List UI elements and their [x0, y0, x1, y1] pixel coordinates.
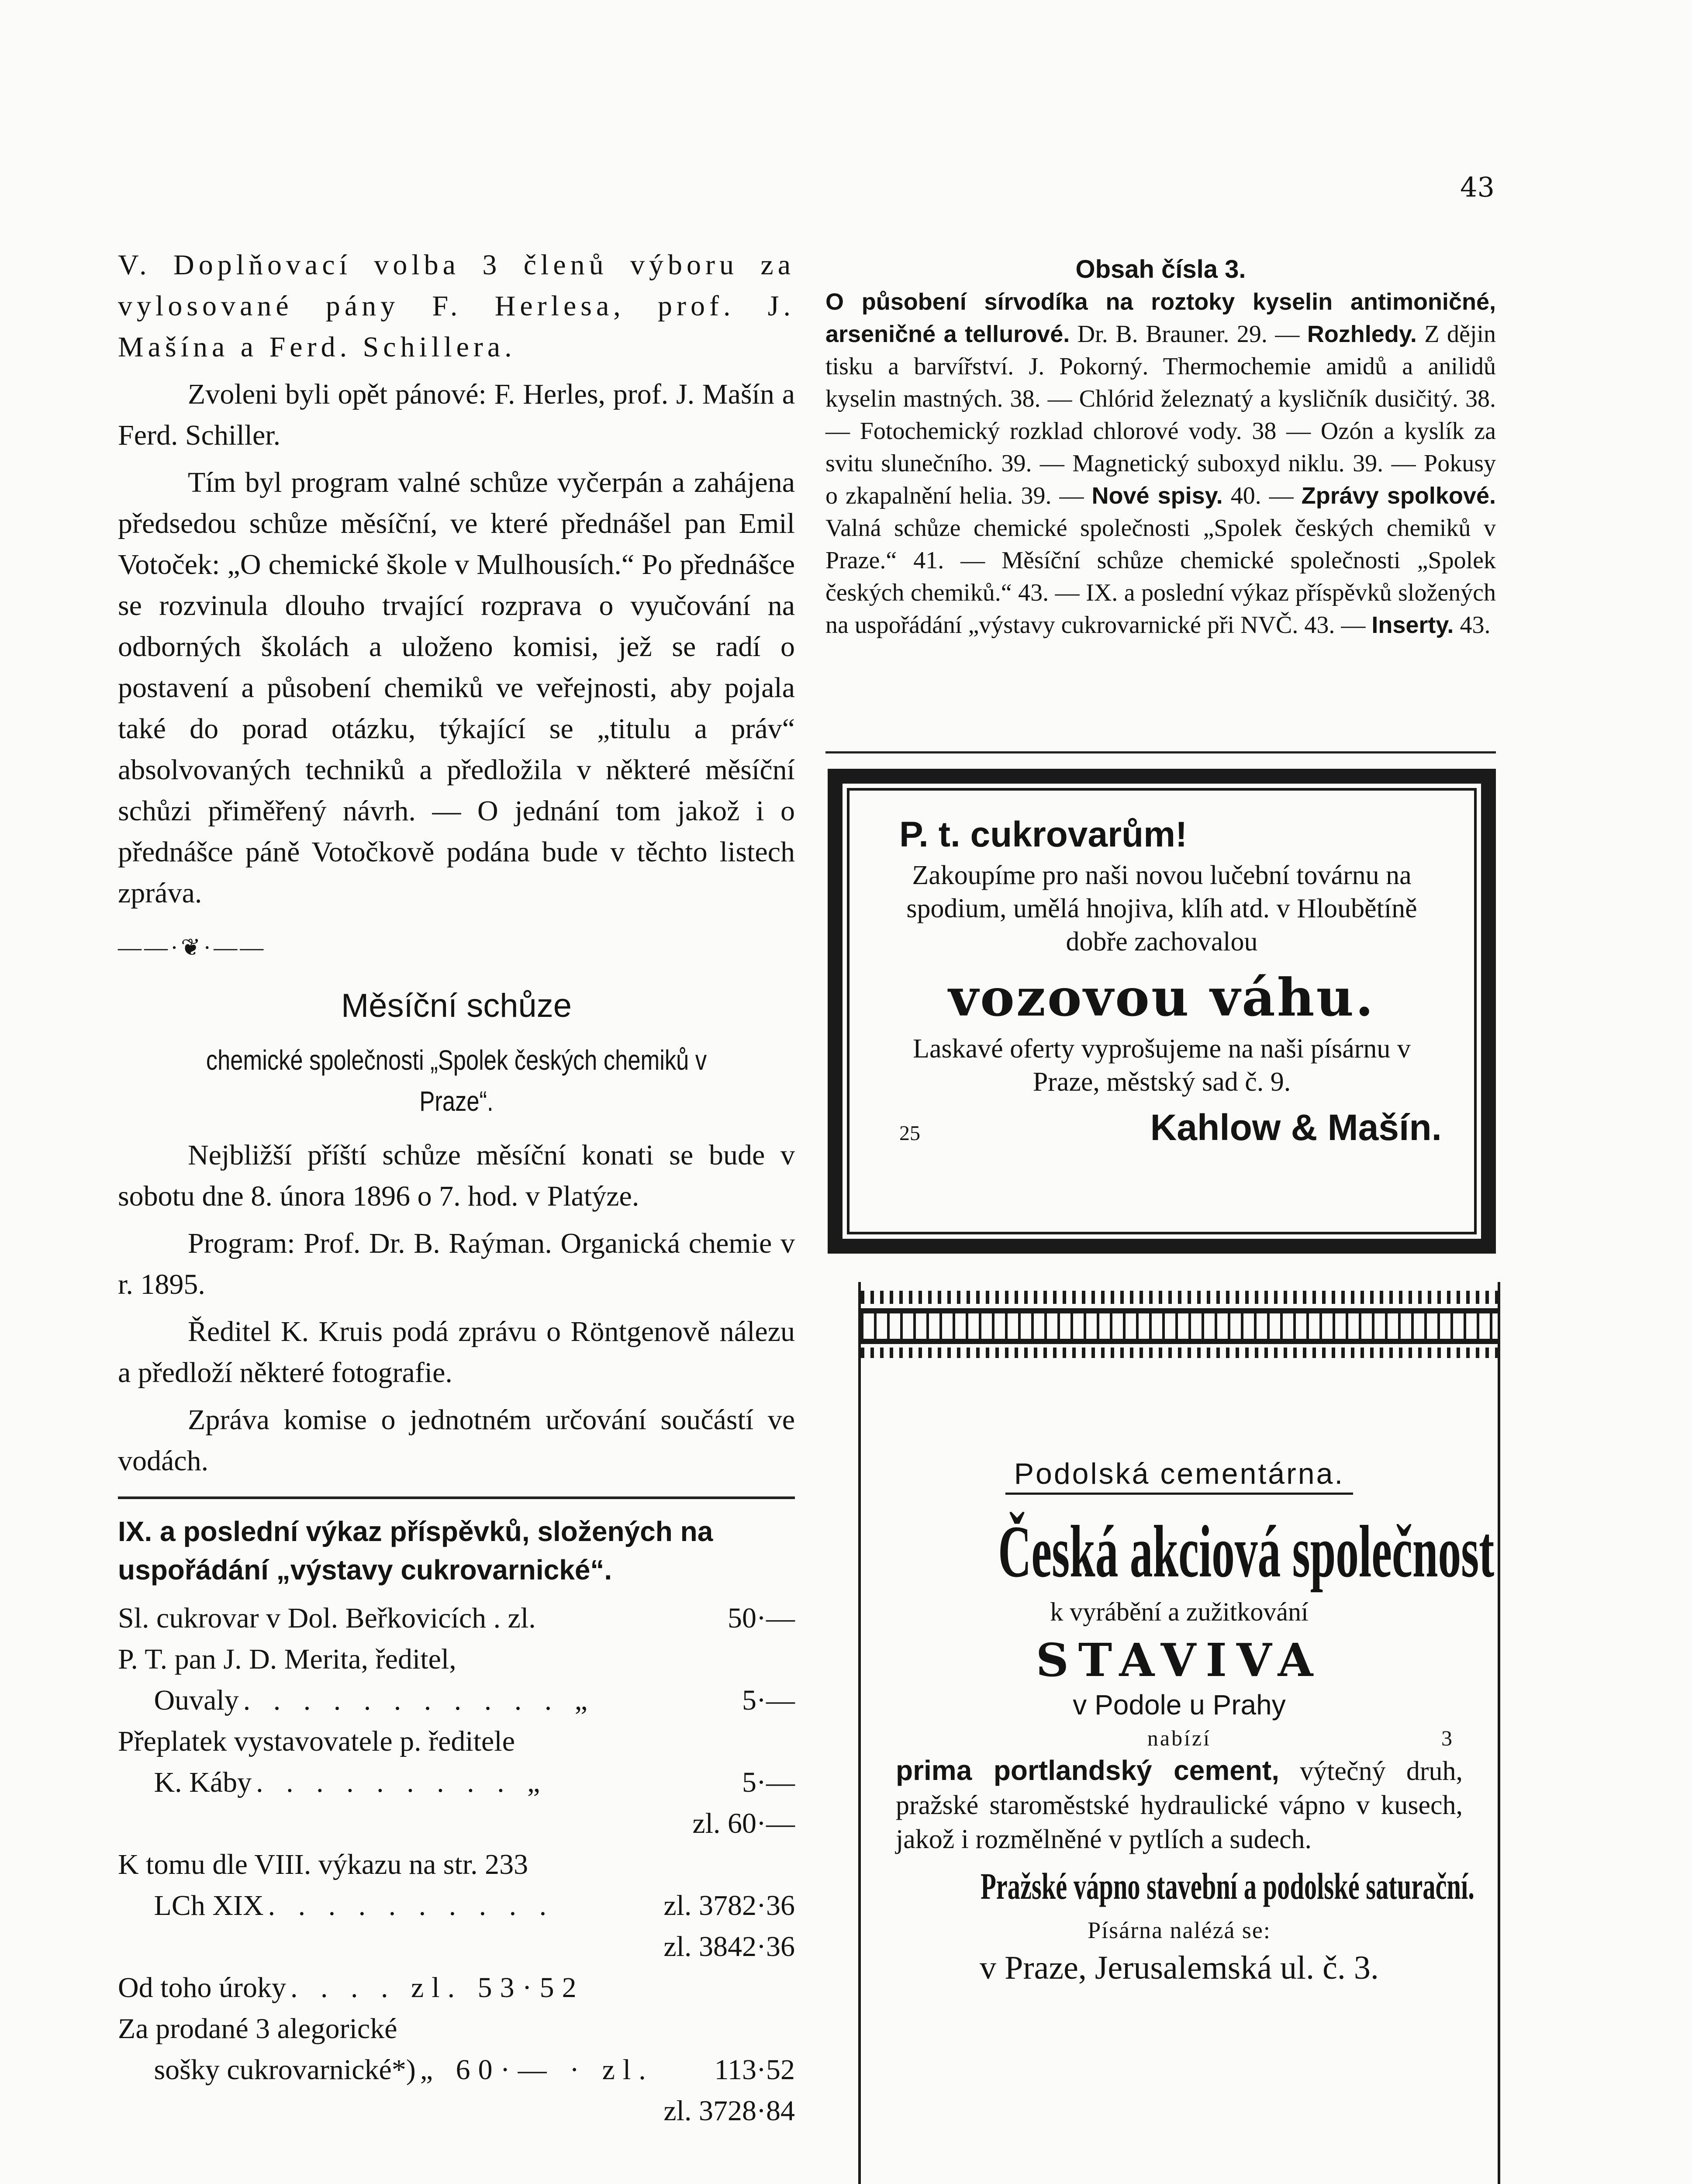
- ad1-signature: Kahlow & Mašín.: [1150, 1107, 1442, 1148]
- contents-box: [825, 253, 1496, 641]
- ad2-body-bold: prima portlandský cement,: [896, 1755, 1280, 1786]
- ad2-product: Pražské vápno stavební a podolské saturační.: [981, 1865, 1474, 1907]
- contribution-row: [118, 1926, 795, 1967]
- ad2-company-name: Česká akciová společnost: [998, 1510, 1495, 1593]
- section-rule: [118, 1496, 795, 1499]
- contribution-row: [118, 1639, 795, 1680]
- contribution-amount: [791, 1721, 795, 1762]
- ad2-top-border-2: [861, 1348, 1498, 1396]
- contents-spisy-page: 40. —: [1222, 482, 1302, 509]
- contribution-leader: . . . . . . . . . .: [268, 1890, 555, 1921]
- contribution-text: sošky cukrovarnické*): [118, 2054, 416, 2086]
- contribution-text: P. T. pan J. D. Merita, ředitel,: [118, 1643, 456, 1675]
- contribution-text: K. Káby: [118, 1766, 252, 1798]
- contribution-leader: [536, 1598, 723, 1639]
- contribution-row: [118, 1598, 795, 1639]
- contribution-leader: [397, 2008, 791, 2049]
- ad2-brand: STAVIVA: [1036, 1633, 1323, 1687]
- contribution-row: [118, 2049, 795, 2091]
- contents-author: Dr. B. Brauner. 29. —: [1070, 321, 1307, 348]
- contents-inserty-page: 43.: [1454, 612, 1491, 639]
- ad2-top-border: [861, 1291, 1498, 1339]
- ad2-body-rest: výtečný druh, pražské staroměstské hydraulické vápno v kusech, jakož i rozmělněné v pytlích a sudech.: [896, 1756, 1463, 1854]
- contents-rozhledy-items: Z dějin tisku a barvířství. J. Pokorný. Thermochemie amidů a anilidů kyselin mastných. 38. — Chlórid železnatý a kysličník dusičitý. 38. — Fotochemický rozklad chlorové vody. 38 — Ozón a kyslík za svitu slunečního. 39. — Magnetický suboxyd niklu. 39. — Pokusy o zkapalnění helia. 39. —: [825, 321, 1496, 509]
- ornament-divider: ——·❦·——: [118, 934, 266, 961]
- contribution-amount: zl. 3728·84: [663, 2095, 795, 2127]
- ad1-title: P. t. cukrovarům!: [899, 815, 1188, 854]
- contents-section-zpravy: Zprávy spolkové.: [1301, 483, 1496, 509]
- contribution-row: [118, 1844, 795, 1885]
- contribution-row: [118, 1967, 795, 2008]
- contribution-amount: [791, 1639, 795, 1680]
- contribution-text: Od toho úroky: [118, 1972, 286, 2004]
- contribution-text: Za prodané 3 alegorické: [118, 2013, 397, 2045]
- kruis-paragraph: Ředitel K. Kruis podá zprávu o Röntgenově nálezu a předloží některé fotografie.: [118, 1316, 795, 1389]
- contribution-leader: [118, 1926, 659, 1967]
- contribution-text: Sl. cukrovar v Dol. Beřkovicích . zl.: [118, 1602, 536, 1634]
- hatch-ornament-icon: [861, 1348, 1498, 1358]
- contribution-row: [118, 1762, 795, 1803]
- contribution-leader: . . . . . . . . . „: [256, 1766, 548, 1798]
- contribution-leader: [456, 1639, 791, 1680]
- contribution-amount: 50·—: [728, 1602, 795, 1634]
- contribution-amount: 5·—: [742, 1684, 795, 1716]
- contribution-leader: „ 60·— · zl.: [420, 2054, 654, 2086]
- contents-zpravy-items: Valná schůze chemické společnosti „Spolek českých chemiků v Praze.“ 41. — Měsíční schůze chemické společnosti „Spolek českých chemiků.“ 43. — IX. a poslední výkaz příspěvků složených na uspořádání „výstavy cukrovarnické při NVČ. 43. —: [825, 515, 1496, 639]
- left-column: [118, 245, 795, 2132]
- meeting-subtitle: chemické společnosti „Spolek českých chemiků v Praze“.: [206, 1044, 707, 1117]
- contribution-row: [118, 1721, 795, 1762]
- meeting-title: Měsíční schůze: [341, 987, 572, 1024]
- ad2-header: Podolská cementárna.: [1005, 1457, 1354, 1495]
- elected-paragraph: Zvoleni byli opět pánové: F. Herles, prof. J. Mašín a Ferd. Schiller.: [118, 378, 795, 451]
- contribution-leader: [515, 1721, 791, 1762]
- contents-section-rozhledy: Rozhledy.: [1307, 321, 1417, 347]
- contribution-text: K tomu dle VIII. výkazu na str. 233: [118, 1849, 528, 1880]
- ad2-offers: nabízí: [1147, 1726, 1212, 1750]
- report-paragraph: Zpráva komise o jednotném určování součástí ve vodách.: [118, 1404, 795, 1477]
- ad2-office-label: Písárna nalézá se:: [1088, 1917, 1271, 1943]
- ad2-offers-number: 3: [1441, 1726, 1454, 1750]
- election-paragraph: V. Doplňovací volba 3 členů výboru za vylosované pány F. Herlesa, prof. J. Mašína a Ferd. Schillera.: [118, 249, 795, 363]
- greek-key-ornament-icon: [861, 1308, 1498, 1344]
- program-paragraph: Tím byl program valné schůze vyčerpán a zahájena předsedou schůze měsíční, ve které přednášel pan Emil Votoček: „O chemické škole v Mulhousích.“ Po přednášce se rozvinula dlouho trvající rozprava o vyučování na odborných školách a uloženo komisi, jež se radí o postavení a působení chemiků ve veřejnosti, aby pojala také do porad otázku, týkající se „titulu a práv“ absolvovaných techniků a předložila v některé měsíční schůzi přiměřený návrh. — O jednání tom jakož i o přednášce páně Votočkově podána bude v těchto listech zpráva.: [118, 467, 795, 909]
- ad1-signature-row: [882, 1106, 1442, 1149]
- contents-text: [825, 286, 1496, 641]
- contributions-table: [118, 1598, 795, 2132]
- next-meeting-paragraph: Nejbližší příští schůze měsíční konati se bude v sobotu dne 8. února 1896 o 7. hod. v Platýze.: [118, 1139, 795, 1212]
- contents-title: Obsah čísla 3.: [1075, 255, 1246, 283]
- contribution-row: [118, 1680, 795, 1721]
- contributions-heading: IX. a poslední výkaz příspěvků, složených na uspořádání „výstavy cukrovarnické“.: [118, 1516, 713, 1586]
- ad2-body: [887, 1753, 1471, 1856]
- contribution-amount: 5·—: [742, 1766, 795, 1798]
- contribution-amount: [791, 2008, 795, 2049]
- contents-section-spisy: Nové spisy.: [1091, 483, 1223, 509]
- contribution-leader: [528, 1844, 791, 1885]
- contents-rule: [825, 751, 1496, 753]
- contribution-leader: [118, 2091, 659, 2132]
- advertisement-sugar-factories: [828, 769, 1496, 1254]
- ad2-location: v Podole u Prahy: [1073, 1689, 1286, 1721]
- ad1-body: Zakoupíme pro naši novou lučební továrnu na spodium, umělá hnojiva, klíh atd. v Hloubětíně dobře zachovalou: [906, 860, 1417, 957]
- ad2-offers-row: [887, 1725, 1471, 1751]
- page-number: 43: [1460, 171, 1495, 203]
- contribution-amount: [791, 1967, 795, 2008]
- contribution-text: Ouvaly: [118, 1684, 239, 1716]
- star-ornament-icon: [861, 1291, 1498, 1304]
- contribution-text: Přeplatek vystavovatele p. ředitele: [118, 1725, 515, 1757]
- ad2-purpose: k vyrábění a zužitkování: [1050, 1597, 1309, 1626]
- ad1-number: 25: [899, 1122, 920, 1145]
- contents-section-inserty: Inserty.: [1371, 612, 1454, 638]
- contents-article-title: O působení sírvodíka na roztoky kyselin antimoničné, arseničné a tellurové.: [825, 289, 1496, 347]
- contribution-amount: [791, 1844, 795, 1885]
- contribution-text: LCh XIX: [118, 1890, 264, 1921]
- contribution-leader: . . . . . . . . . . . „: [243, 1684, 596, 1716]
- contribution-row: [118, 1803, 795, 1844]
- contribution-row: [118, 2008, 795, 2049]
- program2-paragraph: Program: Prof. Dr. B. Raýman. Organická chemie v r. 1895.: [118, 1227, 795, 1300]
- ad1-headline: vozovou váhu.: [948, 967, 1375, 1028]
- contribution-amount: 113·52: [714, 2054, 795, 2086]
- contribution-amount: zl. 60·—: [692, 1807, 795, 1839]
- contribution-row: [118, 1885, 795, 1926]
- contribution-leader: [118, 1803, 688, 1844]
- contribution-amount: zl. 3842·36: [663, 1931, 795, 1963]
- contribution-leader: . . . . zl. 53·52: [290, 1972, 584, 2004]
- contribution-amount: zl. 3782·36: [663, 1890, 795, 1921]
- ad1-body-2: Laskavé oferty vyprošujeme na naši písárnu v Praze, městský sad č. 9.: [913, 1034, 1411, 1097]
- contribution-row: [118, 2091, 795, 2132]
- ad2-address: v Praze, Jerusalemská ul. č. 3.: [980, 1949, 1379, 1986]
- advertisement-cement-works: [858, 1282, 1500, 2184]
